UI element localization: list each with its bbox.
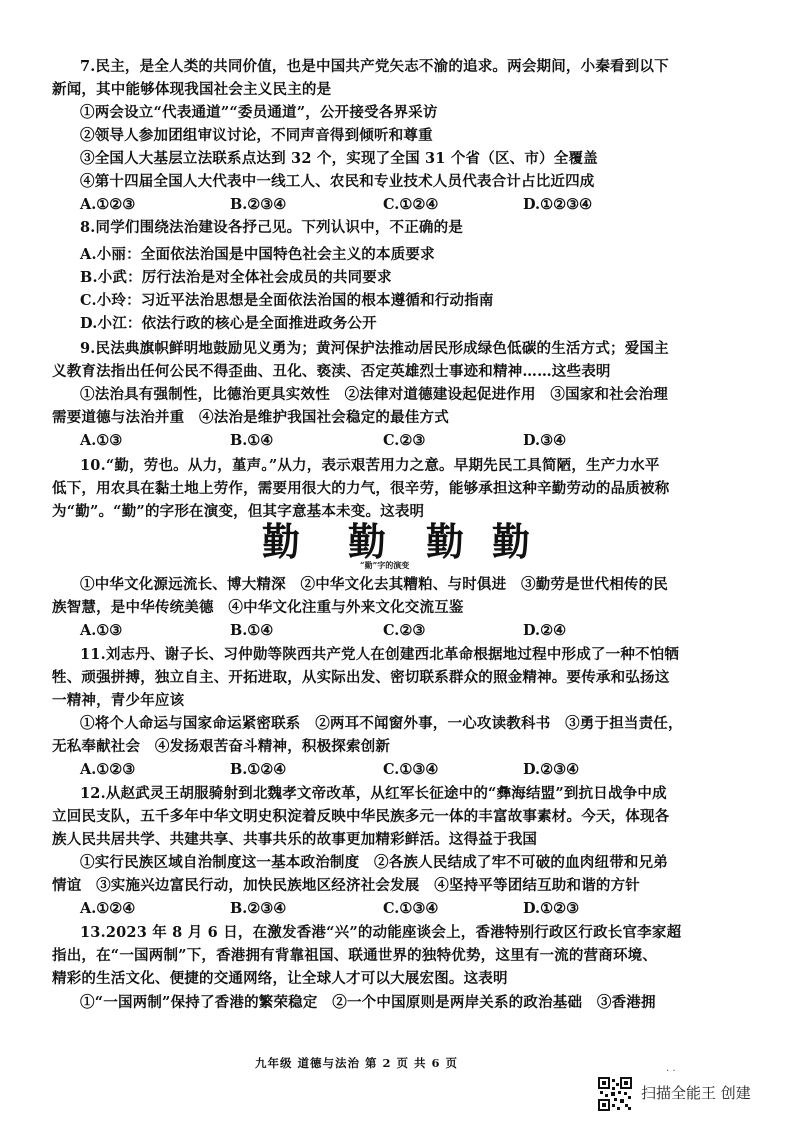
q9-stem-line1: 9.民法典旗帜鲜明地鼓励见义勇为；黄河保护法推动居民形成绿色低碳的生活方式；爱国主 [80,340,669,357]
q10-option-a: A.①③ [80,622,123,639]
glyph-ancient-2: 勤 [348,519,387,564]
qr-code-icon [598,1077,632,1111]
q10-items-line1: ①中华文化源远流长、博大精深 ②中华文化去其糟粕、与时俱进 ③勤劳是世代相传的民 [80,576,668,593]
page-footer: 九年级 道德与法治 第 2 页 共 6 页 [255,1056,459,1070]
q7-option-b: B.②③④ [230,196,287,213]
q8-option-b: B.小武：厉行法治是对全体社会成员的共同要求 [80,269,392,286]
q8-option-a: A.小丽：全面依法治国是中国特色社会主义的本质要求 [80,246,435,263]
q7-option-d: D.①②③④ [523,196,593,213]
q9-option-a: A.①③ [80,432,123,449]
q12-items-line2: 情谊 ③实施兴边富民行动，加快民族地区经济社会发展 ④坚持平等团结互助和谐的方针 [52,877,640,894]
glyph-ancient-3: 勤 [426,519,465,564]
q9-option-b: B.①④ [230,432,274,449]
q11-stem-line1: 11.刘志丹、谢子长、习仲勋等陕西共产党人在创建西北革命根据地过程中形成了一种不怕牺 [80,646,680,663]
q7-item-2: ②领导人参加团组审议讨论，不同声音得到倾听和尊重 [80,127,433,144]
q11-options [0,760,794,780]
q10-stem-line3: 为“勤”。“勤”的字形在演变，但其字意基本未变。这表明 [52,503,425,520]
q7-item-3: ③全国人大基层立法联系点达到 32 个，实现了全国 31 个省（区、市）全覆盖 [80,150,598,167]
q12-option-c: C.①③④ [383,900,439,917]
q7-item-1: ①两会设立“代表通道”“委员通道”，公开接受各界采访 [80,104,438,121]
glyph-modern: 勤 [492,519,531,564]
q7-stem-line1: 7.民主，是全人类的共同价值，也是中国共产党矢志不渝的追求。两会期间，小秦看到以下 [80,58,669,75]
character-evolution-figure [0,520,794,580]
q11-option-c: C.①③④ [383,761,439,778]
q12-option-a: A.①②④ [80,900,136,917]
q10-items-line2: 族智慧，是中华传统美德 ④中华文化注重与外来文化交流互鉴 [52,599,464,616]
q7-option-a: A.①②③ [80,196,136,213]
q12-stem-line3: 族人民共居共学、共建共享、共事共乐的故事更加精彩鲜活。这得益于我国 [52,831,538,848]
q12-option-b: B.②③④ [230,900,287,917]
character-evolution-caption: “勤”字的演变 [360,560,410,570]
q9-option-d: D.③④ [523,432,567,449]
q11-option-a: A.①②③ [80,761,136,778]
q10-stem-line2: 低下，用农具在黏土地上劳作，需要用很大的力气，很辛劳，能够承担这种辛勤劳动的品质被称 [52,480,670,497]
q11-items-line1: ①将个人命运与国家命运紧密联系 ②两耳不闻窗外事，一心攻读教科书 ③勇于担当责任， [80,715,683,732]
q7-stem-line2: 新闻，其中能够体现我国社会主义民主的是 [52,81,332,98]
q13-stem-line3: 精彩的生活文化、便捷的交通网络，让全球人才可以大展宏图。这表明 [52,970,508,987]
q7-item-4: ④第十四届全国人大代表中一线工人、农民和专业技术人员代表合计占比近四成 [80,173,595,190]
q9-stem-line2: 义教育法指出任何公民不得歪曲、丑化、亵渎、否定英雄烈士事迹和精神……这些表明 [52,363,611,380]
q11-stem-line3: 一精神，青少年应该 [52,692,185,709]
q12-stem-line2: 立回民支队，五千多年中华文明史积淀着反映中华民族多元一体的丰富故事素材。今天，体现各 [52,808,670,825]
q7-options [0,195,794,215]
q7-option-c: C.①②④ [383,196,439,213]
q11-option-b: B.①②④ [230,761,287,778]
q9-items-line2: 需要道德与法治并重 ④法治是维护我国社会稳定的最佳方式 [52,409,449,426]
q8-option-d: D.小江：依法行政的核心是全面推进政务公开 [80,315,377,332]
q12-stem-line1: 12.从赵武灵王胡服骑射到北魏孝文帝改革，从红军长征途中的“彝海结盟”到抗日战争中成 [80,785,667,802]
q10-option-d: D.②④ [523,622,567,639]
q13-stem-line1: 13.2023 年 8 月 6 日，在激发香港“兴”的动能座谈会上，香港特别行政区行政长官李家超 [80,924,682,941]
q10-option-b: B.①④ [230,622,274,639]
q10-option-c: C.②③ [383,622,426,639]
q11-items-line2: 无私奉献社会 ④发扬艰苦奋斗精神，积极探索创新 [52,738,391,755]
q8-stem: 8.同学们围绕法治建设各抒己见。下列认识中，不正确的是 [80,219,464,236]
q9-items-line1: ①法治具有强制性，比德治更具实效性 ②法律对道德建设起促进作用 ③国家和社会治理 [80,386,668,403]
q13-items-line1: ①“一国两制”保持了香港的繁荣稳定 ②一个中国原则是两岸关系的政治基础 ③香港拥 [80,994,656,1011]
q9-option-c: C.②③ [383,432,426,449]
q10-options [0,621,794,641]
q12-option-d: D.①②③ [523,900,580,917]
q9-options [0,431,794,451]
q10-stem-line1: 10.“勤，劳也。从力，堇声。”从力，表示艰苦用力之意。早期先民工具简陋，生产力水平 [80,457,660,474]
scanner-watermark-text: 扫描全能王 创建 [641,1084,751,1102]
q12-options [0,899,794,919]
q11-option-d: D.②③④ [523,761,580,778]
q12-items-line1: ①实行民族区域自治制度这一基本政治制度 ②各族人民结成了牢不可破的血肉纽带和兄弟 [80,854,668,871]
q11-stem-line2: 牲、顽强拼搏，独立自主、开拓进取，从实际出发、密切联系群众的照金精神。要传承和弘扬这 [52,669,670,686]
q13-stem-line2: 指出，在“一国两制”下，香港拥有背靠祖国、联通世界的独特优势，这里有一流的营商环境、 [52,947,658,964]
q8-option-c: C.小玲：习近平法治思想是全面依法治国的根本遵循和行动指南 [80,292,494,309]
glyph-ancient-1: 勤 [262,519,301,564]
scan-speck: · · [666,1066,676,1077]
